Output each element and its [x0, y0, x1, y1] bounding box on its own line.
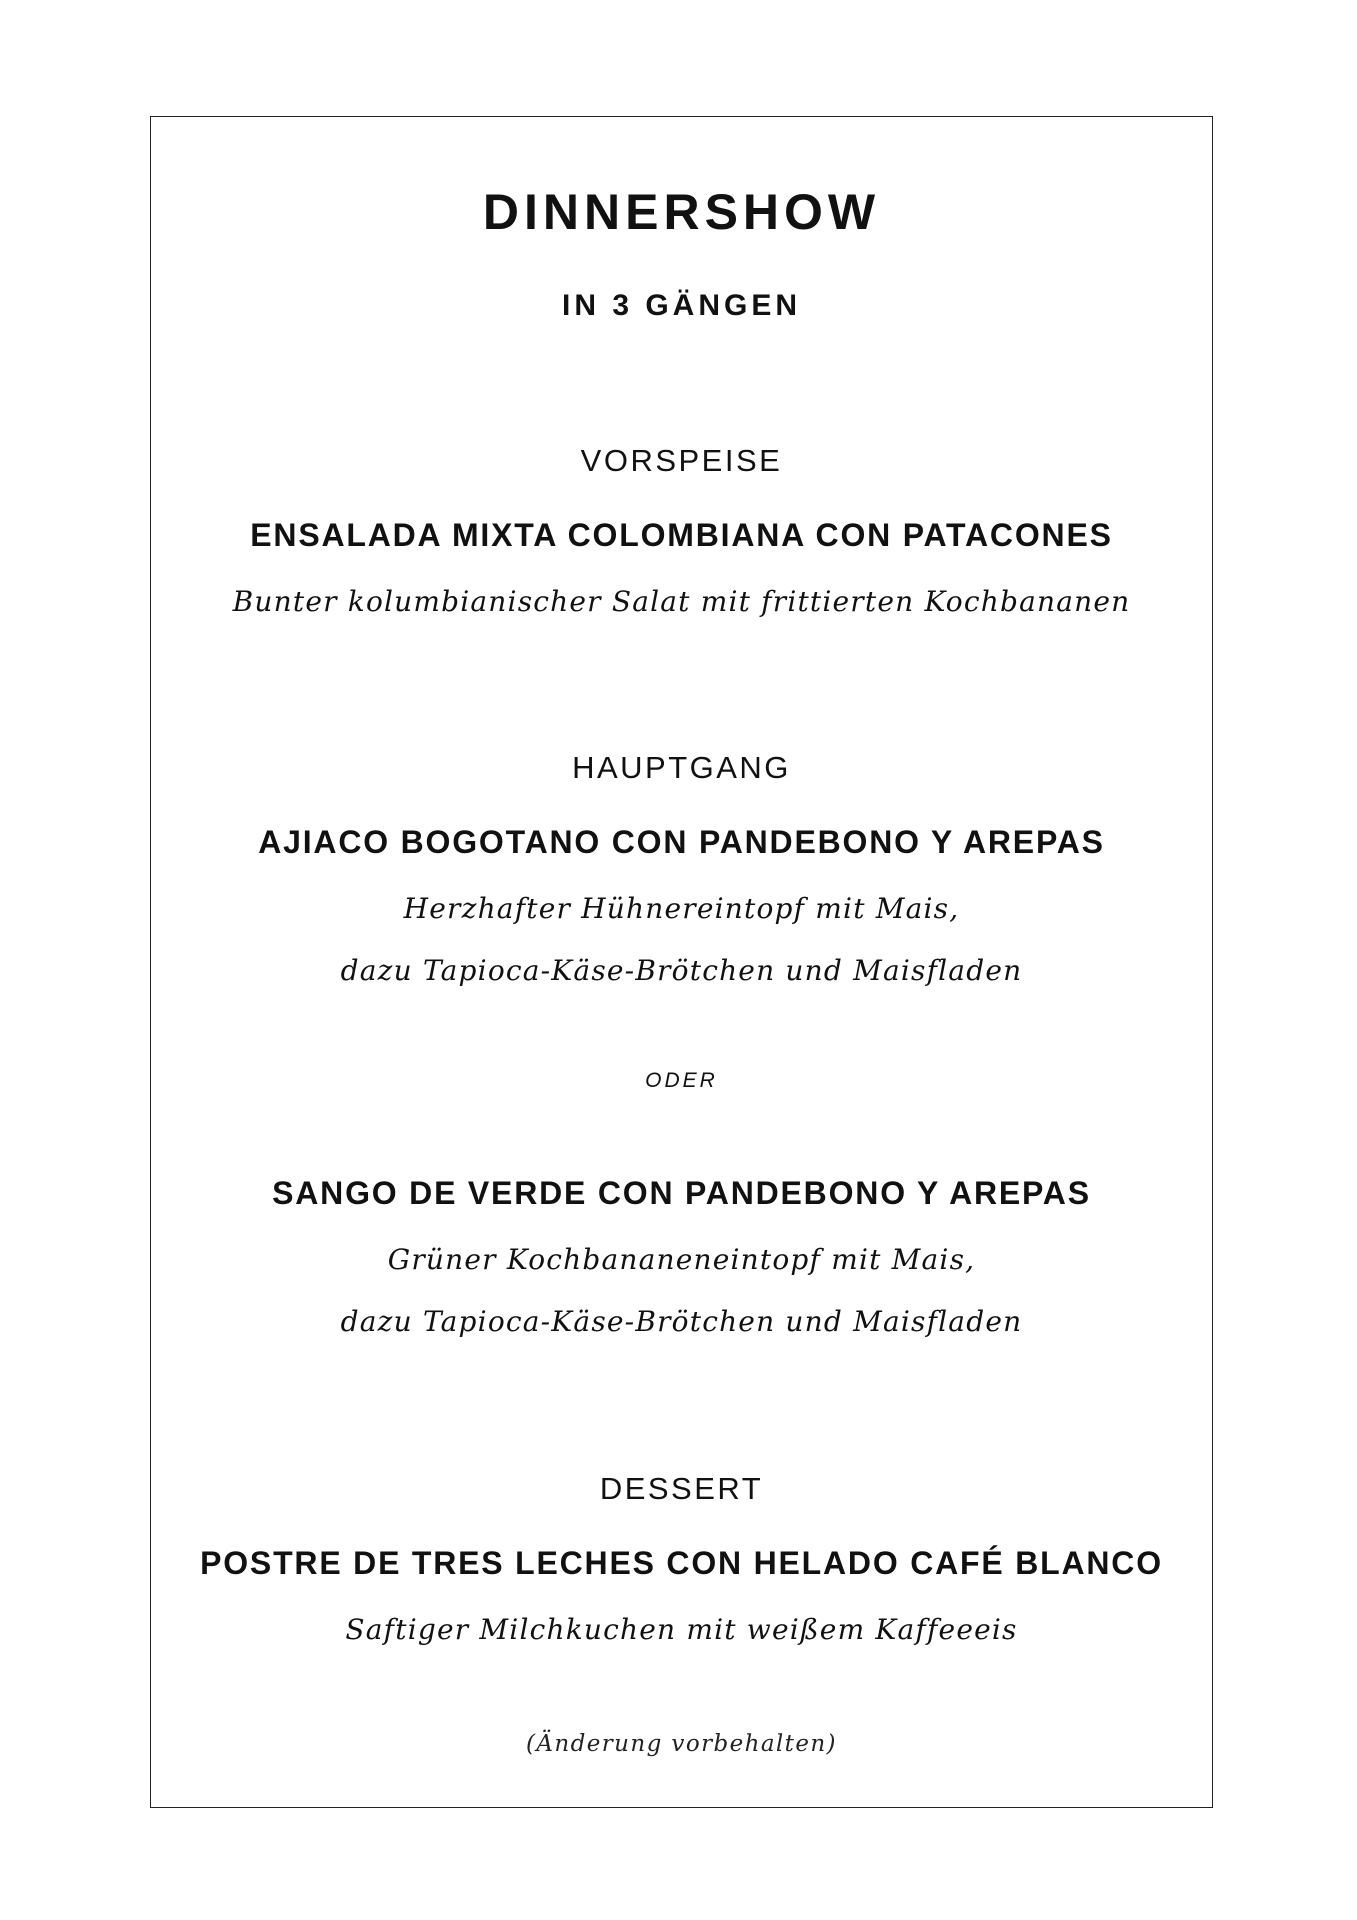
dish-description-dessert: Saftiger Milchkuchen mit weißem Kaffeeeis: [345, 1613, 1018, 1646]
option-separator: ODER: [645, 1069, 718, 1092]
dish-description-starter: Bunter kolumbianischer Salat mit frittierten Kochbananen: [232, 585, 1131, 618]
dish-description-main-option-1-line-2: dazu Tapioca-Käse-Brötchen und Maisfladen: [340, 954, 1023, 987]
dish-description-main-option-2-line-2: dazu Tapioca-Käse-Brötchen und Maisfladen: [340, 1305, 1023, 1338]
dish-name-dessert: POSTRE DE TRES LECHES CON HELADO CAFÉ BLANCO: [200, 1545, 1163, 1581]
course-heading-main: HAUPTGANG: [572, 750, 791, 785]
menu-title: DINNERSHOW: [482, 184, 881, 240]
menu-subtitle: IN 3 GÄNGEN: [561, 289, 802, 322]
dish-name-main-option-1: AJIACO BOGOTANO CON PANDEBONO Y AREPAS: [258, 824, 1105, 860]
course-heading-dessert: DESSERT: [599, 1471, 764, 1506]
dish-name-starter: ENSALADA MIXTA COLOMBIANA CON PATACONES: [250, 517, 1113, 553]
course-heading-starter: VORSPEISE: [580, 443, 783, 478]
footnote: (Änderung vorbehalten): [526, 1731, 837, 1757]
menu-card-frame: [150, 116, 1213, 1808]
dish-description-main-option-2-line-1: Grüner Kochbananeneintopf mit Mais,: [387, 1243, 976, 1276]
dish-name-main-option-2: SANGO DE VERDE CON PANDEBONO Y AREPAS: [272, 1175, 1091, 1211]
dish-description-main-option-1-line-1: Herzhafter Hühnereintopf mit Mais,: [403, 892, 960, 925]
